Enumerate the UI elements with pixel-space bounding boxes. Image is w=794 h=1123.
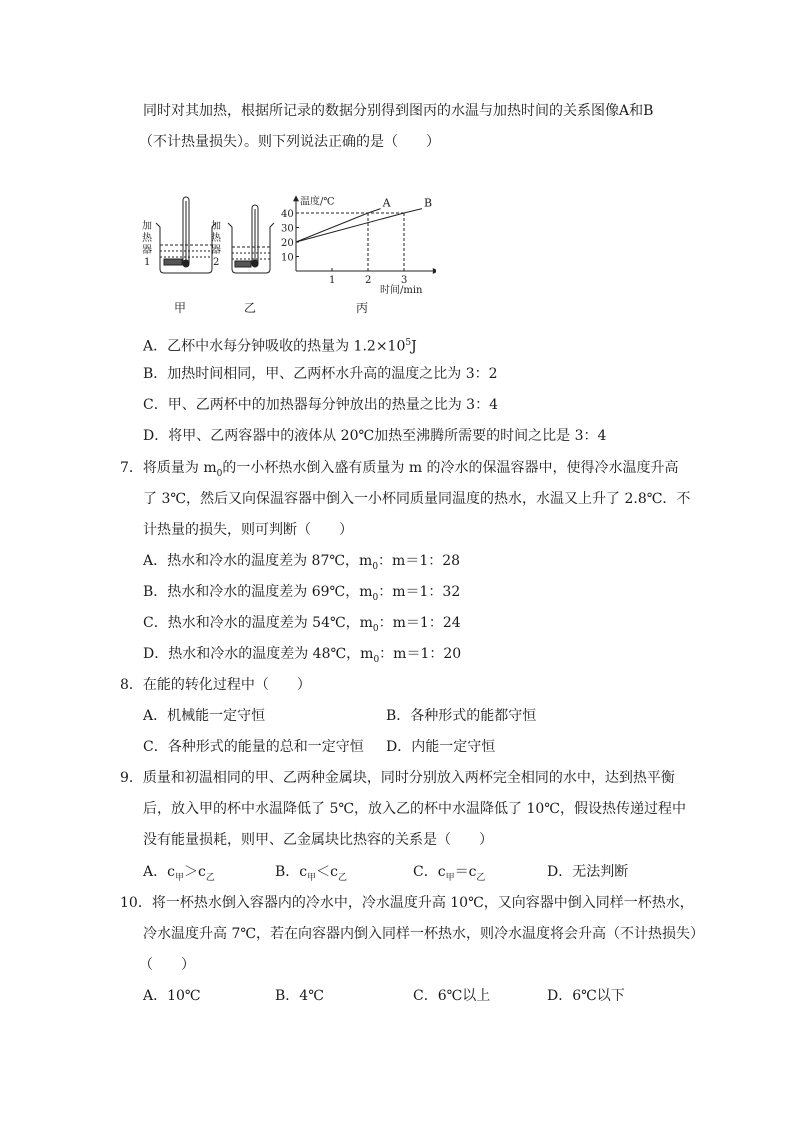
q10-option-a: A．10℃ xyxy=(143,988,201,1004)
label-yi: 乙 xyxy=(244,301,257,315)
series-label-b: B xyxy=(424,196,433,210)
q10-option-b: B．4℃ xyxy=(275,988,324,1004)
q6-option-c: C．甲、乙两杯中的加热器每分钟放出的热量之比为 3：4 xyxy=(143,397,498,413)
q6-stem-line2: （不计热量损失）。则下列说法正确的是（ ） xyxy=(139,134,440,150)
beaker-yi xyxy=(228,205,274,273)
q6-stem-line1: 同时对其加热，根据所记录的数据分别得到图丙的水温与加热时间的关系图像A和B xyxy=(143,103,654,119)
q7-option-c: C．热水和冷水的温度差为 54℃，$m_0$：m＝1：24 xyxy=(143,615,461,634)
y-tick-label: 10 xyxy=(281,252,294,264)
q8-option-c: C．各种形式的能量的总和一定守恒 xyxy=(143,739,364,755)
q7-stem-line1: 7．将质量为 $m_0$的一小杯热水倒入盛有质量为 m 的冷水的保温容器中，使得冷水温度升高 xyxy=(120,460,679,479)
x-tick-label: 2 xyxy=(365,275,372,286)
svg-text:热: 热 xyxy=(211,233,221,244)
chart-bing xyxy=(281,194,436,296)
q6-option-b: B．加热时间相同，甲、乙两杯水升高的温度之比为 3：2 xyxy=(143,366,498,382)
heater1-label xyxy=(142,219,153,268)
y-tick-label: 30 xyxy=(281,223,294,235)
q10-stem-line1: 10．将一杯热水倒入容器内的冷水中，冷水温度升高 10℃，又向容器中倒入同样一杯热水， xyxy=(120,895,694,911)
q9-option-b: B．$c_甲<c_乙$ xyxy=(275,864,348,883)
label-bing: 丙 xyxy=(356,301,369,315)
q8-option-d: D．内能一定守恒 xyxy=(386,739,496,755)
q6-option-d: D．将甲、乙两容器中的液体从 20℃加热至沸腾所需要的时间之比是 3：4 xyxy=(143,428,607,444)
series-label-a: A xyxy=(382,196,391,210)
beaker-jia xyxy=(156,197,216,273)
y-tick-label: 40 xyxy=(281,209,294,220)
y-axis-label: 温度/℃ xyxy=(300,196,335,208)
q10-stem-line2: 冷水温度升高 7℃，若在向容器内倒入同样一杯热水，则冷水温度将会升高（不计热损失） xyxy=(143,926,705,942)
y-tick-label: 20 xyxy=(281,238,294,249)
svg-text:热: 热 xyxy=(142,233,152,244)
q6-figure xyxy=(136,165,436,320)
label-jia: 甲 xyxy=(174,301,187,315)
q7-option-a: A．热水和冷水的温度差为 87℃，$m_0$：m＝1：28 xyxy=(143,553,461,572)
q7-stem-line3: 计热量的损失，则可判断（ ） xyxy=(143,522,353,538)
q8-option-b: B．各种形式的能都守恒 xyxy=(386,708,537,724)
q7-stem-line2: 了 3℃，然后又向保温容器中倒入一小杯同质量同温度的热水，水温又上升了 2.8℃．不 xyxy=(143,491,691,507)
q7-option-d: D．热水和冷水的温度差为 48℃，$m_0$：m＝1：20 xyxy=(143,646,462,665)
x-axis-arrow xyxy=(433,268,436,274)
series-line-b xyxy=(296,209,422,242)
x-tick-label: 1 xyxy=(329,275,336,286)
q9-stem-line3: 没有能量损耗，则甲、乙金属块比热容的关系是（ ） xyxy=(143,832,493,848)
x-axis-label: 时间/min xyxy=(380,285,423,296)
heater2-label xyxy=(211,219,222,268)
q6-option-a: A．乙杯中水每分钟吸收的热量为 $1.2\times 10^5J$ xyxy=(143,338,417,355)
q8-stem: 8．在能的转化过程中（ ） xyxy=(120,677,311,693)
q9-option-d: D．无法判断 xyxy=(547,864,629,880)
q9-stem-line2: 后，放入甲的杯中水温降低了 5℃，放入乙的杯中水温降低了 10℃，假设热传递过程中 xyxy=(143,801,686,817)
svg-text:器: 器 xyxy=(211,245,221,256)
q10-option-d: D．6℃以下 xyxy=(547,988,625,1004)
y-axis-arrow xyxy=(293,195,299,201)
svg-text:1: 1 xyxy=(144,257,151,268)
svg-text:器: 器 xyxy=(142,245,152,256)
q7-option-b: B．热水和冷水的温度差为 69℃，$m_0$：m＝1：32 xyxy=(143,584,461,603)
q10-stem-line3: （ ） xyxy=(139,957,195,973)
svg-text:2: 2 xyxy=(213,257,220,268)
svg-text:加: 加 xyxy=(142,221,152,232)
x-tick-label: 3 xyxy=(401,275,408,286)
svg-text:加: 加 xyxy=(211,221,221,232)
q9-option-c: C．$c_甲=c_乙$ xyxy=(413,864,486,883)
q9-option-a: A．$c_甲>c_乙$ xyxy=(143,864,215,883)
q10-option-c: C．6℃以上 xyxy=(413,988,491,1004)
q8-option-a: A．机械能一定守恒 xyxy=(143,708,266,724)
q9-stem-line1: 9．质量和初温相同的甲、乙两种金属块，同时分别放入两杯完全相同的水中，达到热平衡 xyxy=(120,770,675,786)
